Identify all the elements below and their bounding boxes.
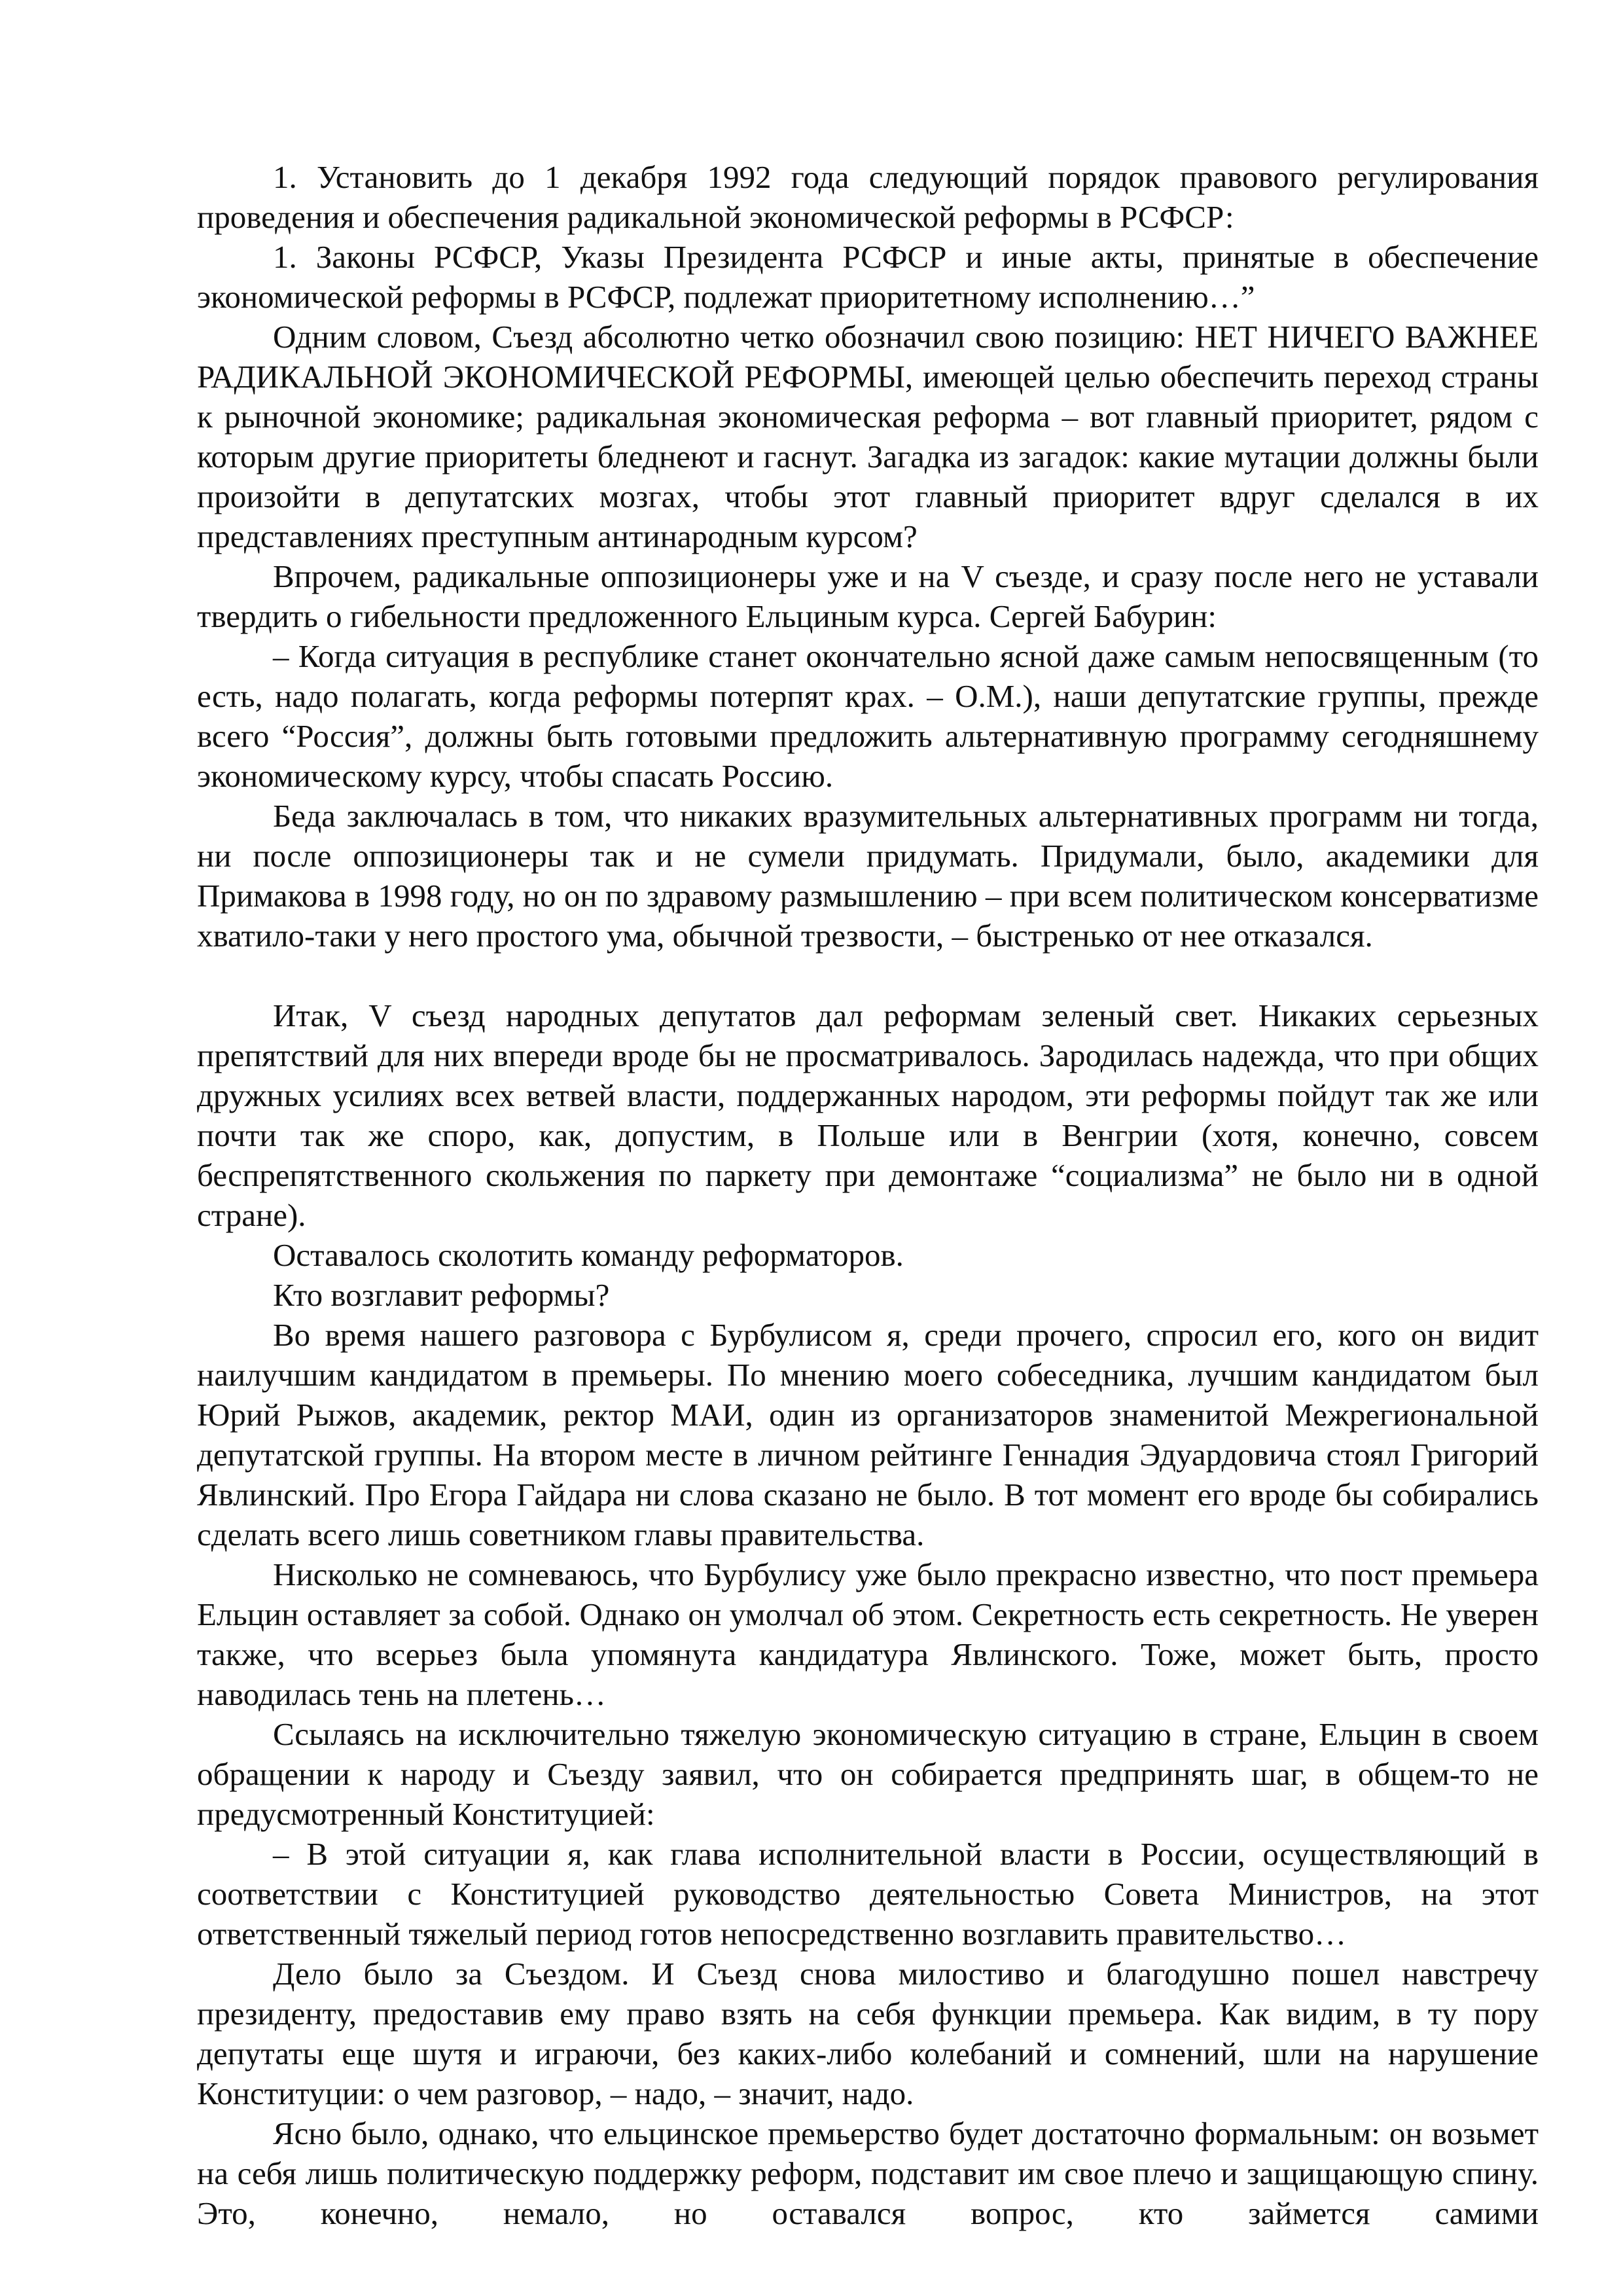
paragraph: Нисколько не сомневаюсь, что Бурбулису уже было прекрасно известно, что пост премьера Ельцин оставляет за собой. Однако он умолчал об этом. Секретность есть секретность. Не уверен также, что всерьез была упомянута кандидатура Явлинского. Тоже, может быть, просто наводилась тень на плетень…	[197, 1556, 1539, 1712]
paragraph: Впрочем, радикальные оппозиционеры уже и на V съезде, и сразу после него не уставали твердить о гибельности предложенного Ельциным курса. Сергей Бабурин:	[197, 558, 1539, 634]
quote-paragraph: – В этой ситуации я, как глава исполнительной власти в России, осуществляющий в соответствии с Конституцией руководство деятельностью Совета Министров, на этот ответственный тяжелый период готов непосредственно возглавить правительство…	[197, 1836, 1539, 1952]
paragraph: Ясно было, однако, что ельцинское премьерство будет достаточно формальным: он возьмет на себя лишь политическую поддержку реформ, подставит им свое плечо и защищающую спину. Это, конечно, немало, но оставался вопрос, кто займется самими	[197, 2115, 1539, 2231]
paragraph: 1. Установить до 1 декабря 1992 года следующий порядок правового регулирования проведения и обеспечения радикальной экономической реформы в РСФСР:	[197, 159, 1539, 235]
paragraph: Кто возглавит реформы?	[273, 1277, 610, 1313]
paragraph: Итак, V съезд народных депутатов дал реформам зеленый свет. Никаких серьезных препятствий для них впереди вроде бы не просматривалось. Зародилась надежда, что при общих дружных усилиях всех ветвей власти, поддержанных народом, эти реформы пойдут так же или почти так же споро, как, допустим, в Польше или в Венгрии (хотя, конечно, совсем беспрепятственного скольжения по паркету при демонтаже “социализма” не было ни в одной стране).	[197, 997, 1539, 1233]
quote-paragraph: – Когда ситуация в республике станет окончательно ясной даже самым непосвященным (то есть, надо полагать, когда реформы потерпят крах. – О.М.), наши депутатские группы, прежде всего “Россия”, должны быть готовыми предложить альтернативную программу сегодняшнему экономическому курсу, чтобы спасать Россию.	[197, 638, 1539, 794]
paragraph: Дело было за Съездом. И Съезд снова милостиво и благодушно пошел навстречу президенту, предоставив ему право взять на себя функции премьера. Как видим, в ту пору депутаты еще шутя и играючи, без каких-либо колебаний и сомнений, шли на нарушение Конституции: о чем разговор, – надо, – значит, надо.	[197, 1956, 1539, 2111]
paragraph: Во время нашего разговора с Бурбулисом я, среди прочего, спросил его, кого он видит наилучшим кандидатом в премьеры. По мнению моего собеседника, лучшим кандидатом был Юрий Рыжов, академик, ректор МАИ, один из организаторов знаменитой Межрегиональной депутатской группы. На втором месте в личном рейтинге Геннадия Эдуардовича стоял Григорий Явлинский. Про Егора Гайдара ни слова сказано не было. В тот момент его вроде бы собирались сделать всего лишь советником главы правительства.	[197, 1317, 1539, 1552]
paragraph: 1. Законы РСФСР, Указы Президента РСФСР и иные акты, принятые в обеспечение экономической реформы в РСФСР, подлежат приоритетному исполнению…”	[197, 239, 1539, 315]
paragraph: Беда заключалась в том, что никаких вразумительных альтернативных программ ни тогда, ни после оппозиционеры так и не сумели придумать. Придумали, было, академики для Примакова в 1998 году, но он по здравому размышлению – при всем политическом консерватизме хватило-таки у него простого ума, обычной трезвости, – быстренько от нее отказался.	[197, 798, 1539, 954]
paragraph: Оставалось сколотить команду реформаторов.	[273, 1237, 904, 1273]
paragraph: Одним словом, Съезд абсолютно четко обозначил свою позицию: НЕТ НИЧЕГО ВАЖНЕЕ РАДИКАЛЬНОЙ ЭКОНОМИЧЕСКОЙ РЕФОРМЫ, имеющей целью обеспечить переход страны к рыночной экономике; радикальная экономическая реформа – вот главный приоритет, рядом с которым другие приоритеты бледнеют и гаснут. Загадка из загадок: какие мутации должны были произойти в депутатских мозгах, чтобы этот главный приоритет вдруг сделался в их представлениях преступным антинародным курсом?	[197, 319, 1539, 554]
paragraph: Ссылаясь на исключительно тяжелую экономическую ситуацию в стране, Ельцин в своем обращении к народу и Съезду заявил, что он собирается предпринять шаг, в общем-то не предусмотренный Конституцией:	[197, 1716, 1539, 1832]
